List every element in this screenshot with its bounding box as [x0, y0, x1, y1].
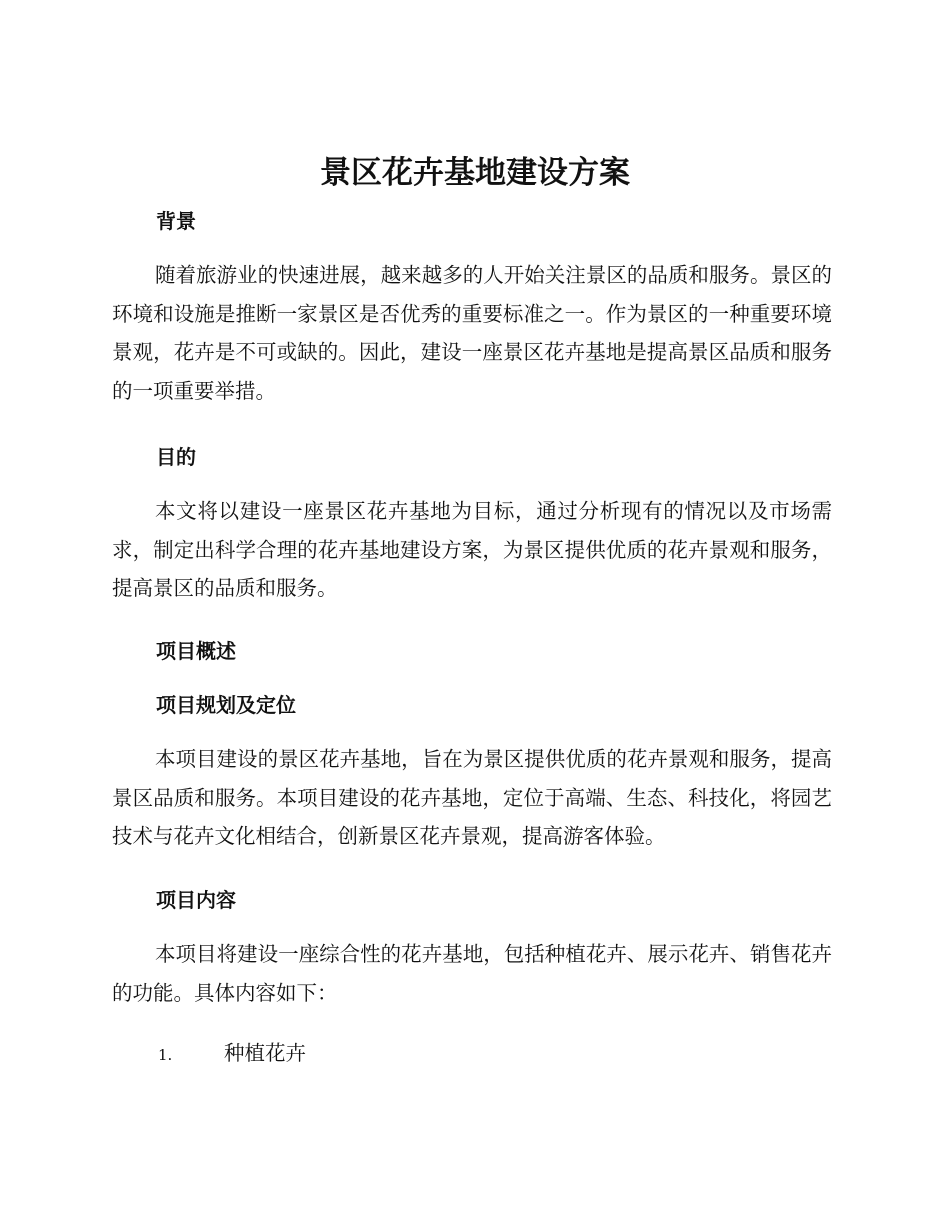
section-heading-purpose: 目的 — [156, 445, 196, 469]
list-item-number: 1. — [158, 1046, 173, 1064]
section-heading-background: 背景 — [156, 209, 196, 233]
document-title: 景区花卉基地建设方案 — [320, 155, 630, 191]
section-heading-planning: 项目规划及定位 — [156, 693, 296, 717]
paragraph-purpose: 本文将以建设一座景区花卉基地为目标，通过分析现有的情况以及市场需求，制定出科学合理的花卉基地建设方案，为景区提供优质的花卉景观和服务，提高景区的品质和服务。 — [112, 499, 832, 600]
paragraph-planning: 本项目建设的景区花卉基地，旨在为景区提供优质的花卉景观和服务，提高景区品质和服务。本项目建设的花卉基地，定位于高端、生态、科技化，将园艺技术与花卉文化相结合，创新景区花卉景观，提高游客体验。 — [112, 747, 832, 848]
section-heading-content: 项目内容 — [156, 888, 236, 912]
list-item-text: 种植花卉 — [224, 1041, 306, 1065]
paragraph-content: 本项目将建设一座综合性的花卉基地，包括种植花卉、展示花卉、销售花卉的功能。具体内容如下： — [112, 942, 832, 1005]
list-item — [158, 1038, 306, 1070]
paragraph-background: 随着旅游业的快速进展，越来越多的人开始关注景区的品质和服务。景区的环境和设施是推断一家景区是否优秀的重要标准之一。作为景区的一种重要环境景观，花卉是不可或缺的。因此，建设一座景区花卉基地是提高景区品质和服务的一项重要举措。 — [112, 263, 832, 403]
section-heading-overview: 项目概述 — [156, 639, 236, 663]
